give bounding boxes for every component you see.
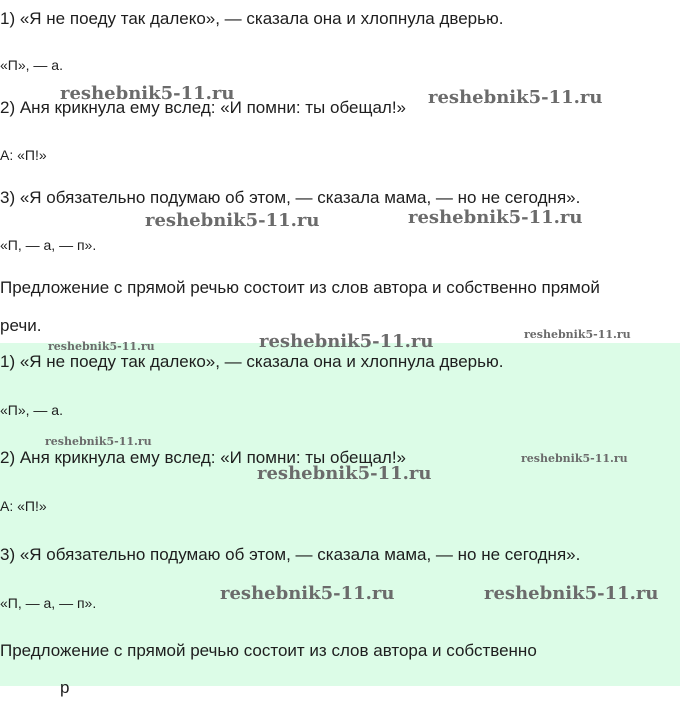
scheme-2: А: «П!» <box>0 147 47 163</box>
sentence-3: 3) «Я обязательно подумаю об этом, — сказала мама, — но не сегодня». <box>0 188 581 207</box>
rule-text-continued: речи. <box>0 316 42 335</box>
watermark: reshebnik5-11.ru <box>220 583 395 604</box>
scheme-1: «П», — а. <box>0 402 63 418</box>
rule-text-clipped-continuation: р <box>60 678 70 697</box>
watermark: reshebnik5-11.ru <box>484 583 659 604</box>
rule-text: Предложение с прямой речью состоит из слов автора и собственно прямой <box>0 278 600 297</box>
sentence-1: 1) «Я не поеду так далеко», — сказала она и хлопнула дверью. <box>0 9 504 28</box>
watermark: reshebnik5-11.ru <box>521 452 628 465</box>
sentence-1: 1) «Я не поеду так далеко», — сказала она и хлопнула дверью. <box>0 352 504 371</box>
scheme-3: «П, — а, — п». <box>0 237 97 253</box>
sentence-2: 2) Аня крикнула ему вслед: «И помни: ты обещал!» <box>0 448 406 467</box>
watermark: reshebnik5-11.ru <box>408 207 583 228</box>
scheme-1: «П», — а. <box>0 57 63 73</box>
watermark: reshebnik5-11.ru <box>145 210 320 231</box>
watermark: reshebnik5-11.ru <box>428 87 603 108</box>
watermark: reshebnik5-11.ru <box>259 331 434 352</box>
sentence-3: 3) «Я обязательно подумаю об этом, — сказала мама, — но не сегодня». <box>0 545 581 564</box>
watermark: reshebnik5-11.ru <box>48 340 155 353</box>
scheme-2: А: «П!» <box>0 498 47 514</box>
watermark: reshebnik5-11.ru <box>45 435 152 448</box>
sentence-2: 2) Аня крикнула ему вслед: «И помни: ты обещал!» <box>0 98 406 117</box>
watermark: reshebnik5-11.ru <box>60 83 235 104</box>
watermark: reshebnik5-11.ru <box>524 328 631 341</box>
watermark: reshebnik5-11.ru <box>257 463 432 484</box>
scheme-3: «П, — а, — п». <box>0 595 97 611</box>
rule-text: Предложение с прямой речью состоит из слов автора и собственно <box>0 641 537 660</box>
